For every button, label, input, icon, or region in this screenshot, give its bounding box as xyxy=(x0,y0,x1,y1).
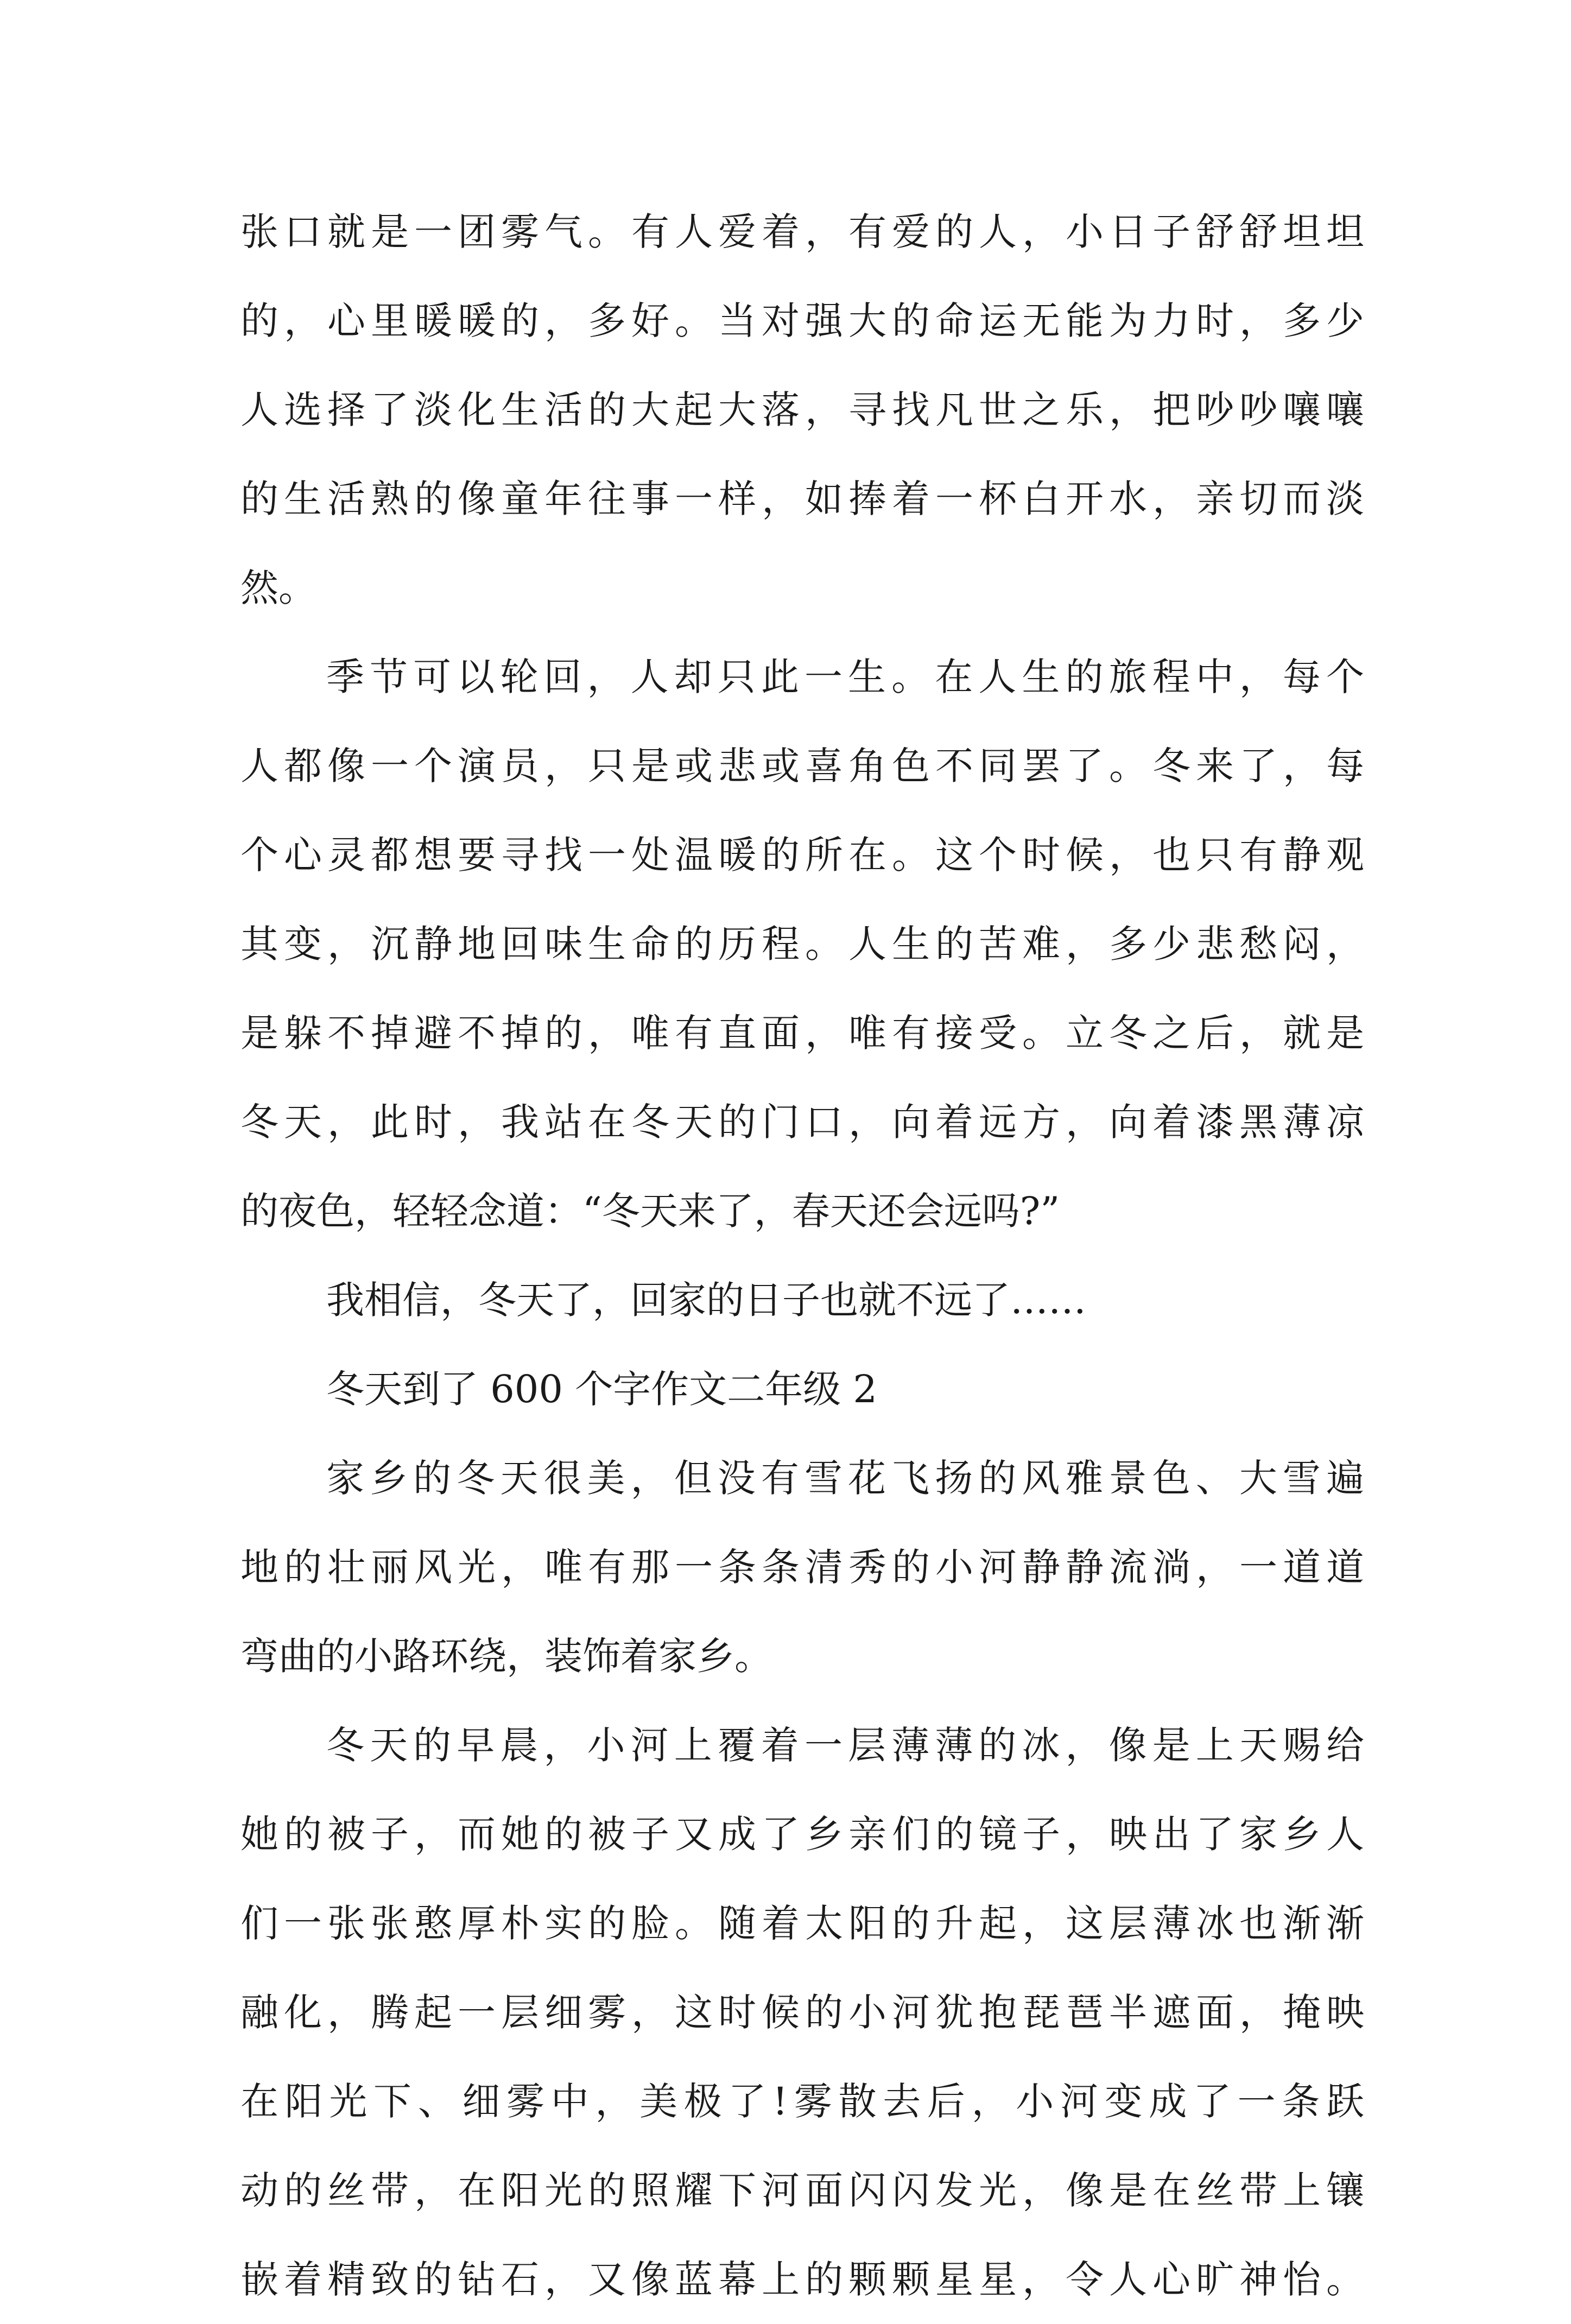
text-line: 的，心里暖暖的，多好。当对强大的命运无能为力时，多少 xyxy=(240,299,1364,343)
text-line: 的生活熟的像童年往事一样，如捧着一杯白开水，亲切而淡 xyxy=(240,477,1364,521)
document-body xyxy=(240,187,1364,2324)
text-line: 冬天，此时，我站在冬天的门口，向着远方，向着漆黑薄凉 xyxy=(240,1100,1364,1144)
text-line: 人都像一个演员，只是或悲或喜角色不同罢了。冬来了，每 xyxy=(240,744,1364,788)
text-line: 在阳光下、细雾中，美极了!雾散去后，小河变成了一条跃 xyxy=(240,2079,1364,2124)
text-line: 个心灵都想要寻找一处温暖的所在。这个时候，也只有静观 xyxy=(240,833,1364,877)
text-line: 人选择了淡化生活的大起大落，寻找凡世之乐，把吵吵嚷嚷 xyxy=(240,388,1364,432)
text-line: 地的壮丽风光，唯有那一条条清秀的小河静静流淌，一道道 xyxy=(240,1545,1364,1590)
text-line: 其变，沉静地回味生命的历程。人生的苦难，多少悲愁闷， xyxy=(240,922,1364,966)
paragraph-first-line: 冬天的早晨，小河上覆着一层薄薄的冰，像是上天赐给 xyxy=(326,1723,1364,1768)
text-line: 动的丝带，在阳光的照耀下河面闪闪发光，像是在丝带上镶 xyxy=(240,2168,1364,2213)
paragraph-first-line: 家乡的冬天很美，但没有雪花飞扬的风雅景色、大雪遍 xyxy=(326,1456,1364,1500)
text-line: 融化，腾起一层细雾，这时候的小河犹抱琵琶半遮面，掩映 xyxy=(240,1990,1364,2035)
text-line: 嵌着精致的钻石，又像蓝幕上的颗颗星星，令人心旷神怡。 xyxy=(240,2257,1364,2302)
text-line: 的夜色，轻轻念道：“冬天来了，春天还会远吗?” xyxy=(240,1189,1060,1233)
text-line: 然。 xyxy=(240,566,316,610)
text-line: 们一张张憨厚朴实的脸。随着太阳的升起，这层薄冰也渐渐 xyxy=(240,1901,1364,1946)
text-line: 是躲不掉避不掉的，唯有直面，唯有接受。立冬之后，就是 xyxy=(240,1011,1364,1055)
text-line: 张口就是一团雾气。有人爱着，有爱的人，小日子舒舒坦坦 xyxy=(240,210,1364,254)
section-heading: 冬天到了 600 个字作文二年级 2 xyxy=(326,1367,877,1411)
paragraph-first-line: 我相信，冬天了，回家的日子也就不远了…… xyxy=(326,1278,1086,1322)
text-line: 她的被子，而她的被子又成了乡亲们的镜子，映出了家乡人 xyxy=(240,1812,1364,1857)
text-line: 弯曲的小路环绕，装饰着家乡。 xyxy=(240,1634,772,1679)
paragraph-first-line: 季节可以轮回，人却只此一生。在人生的旅程中，每个 xyxy=(326,655,1364,699)
